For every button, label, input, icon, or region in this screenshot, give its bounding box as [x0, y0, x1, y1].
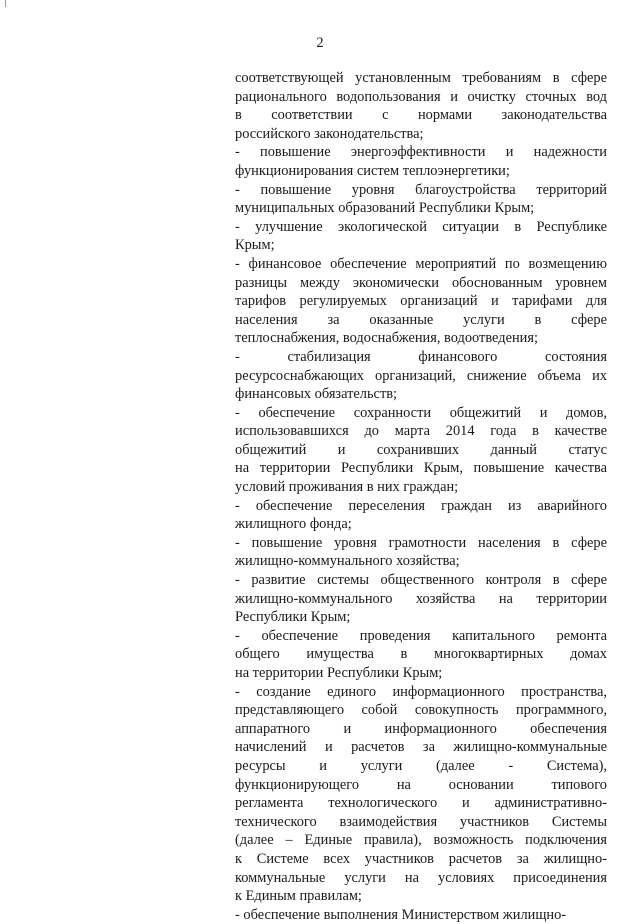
text-line: - развитие системы общественного контроля в сфере: [235, 572, 607, 589]
list-item: [235, 404, 607, 497]
list-item: [235, 348, 607, 404]
text-line: использовавшихся до марта 2014 года в качестве: [235, 423, 607, 440]
text-line: ресурсоснабжающих организаций, снижение объема их: [235, 367, 607, 384]
text-line: к Единым правилам;: [235, 888, 362, 905]
list-item: [235, 255, 607, 348]
text-line: российского законодательства;: [235, 125, 424, 142]
text-line: к Системе всех участников расчетов за жилищно-: [235, 850, 607, 867]
list-item: [235, 571, 607, 627]
text-line: - обеспечение сохранности общежитий и домов,: [235, 404, 607, 421]
text-line: населения за оказанные услуги в сфере: [235, 311, 607, 328]
text-line: жилищного фонда;: [235, 516, 352, 533]
text-line: муниципальных образований Республики Крым;: [235, 200, 535, 217]
text-line: представляющего собой совокупность программного,: [235, 702, 607, 719]
text-line: общежитий и сохранивших данный статус: [235, 441, 607, 458]
text-line: - создание единого информационного пространства,: [235, 683, 607, 700]
continuation-paragraph: [235, 69, 607, 143]
text-line: рационального водопользования и очистку сточных вод: [235, 88, 607, 105]
text-line: - обеспечение переселения граждан из аварийного: [235, 497, 607, 514]
text-line: аппаратного и информационного обеспечения: [235, 720, 607, 737]
list-item: [235, 906, 607, 924]
text-line: в соответствии с нормами законодательства: [235, 107, 607, 124]
page-number: 2: [316, 35, 324, 51]
text-line: финансовых обязательств;: [235, 386, 398, 403]
text-line: - финансовое обеспечение мероприятий по возмещению: [235, 255, 607, 272]
text-line: условий проживания в них граждан;: [235, 479, 459, 496]
list-item: [235, 181, 607, 218]
text-line: (далее – Единые правила), возможность подключения: [235, 832, 607, 849]
text-line: - обеспечение выполнения Министерством жилищно-: [235, 906, 567, 923]
list-item: [235, 143, 607, 180]
text-line: разницы между экономически обоснованным уровнем: [235, 274, 607, 291]
text-line: жилищно-коммунального хозяйства;: [235, 553, 460, 570]
text-line: теплоснабжения, водоснабжения, водоотведения;: [235, 330, 538, 347]
list-item: [235, 683, 607, 906]
text-line: - стабилизация финансового состояния: [235, 348, 607, 365]
text-line: функционирования систем теплоэнергетики;: [235, 162, 510, 179]
list-item: [235, 218, 607, 255]
text-line: регламента технологического и административно-: [235, 795, 607, 812]
list-item: [235, 627, 607, 683]
document-body: [235, 69, 607, 924]
text-line: ресурсы и услуги (далее - Система),: [235, 757, 607, 774]
text-line: функционирующего на основании типового: [235, 776, 607, 793]
text-line: общего имущества в многоквартирных домах: [235, 646, 607, 663]
text-line: соответствующей установленным требованиям в сфере: [235, 70, 607, 86]
text-line: - повышение уровня благоустройства территорий: [235, 181, 607, 198]
text-line: - обеспечение проведения капитального ремонта: [235, 627, 607, 644]
text-line: тарифов регулируемых организаций и тарифами для: [235, 293, 607, 310]
text-line: начислений и расчетов за жилищно-коммунальные: [235, 739, 607, 756]
scan-mark: [5, 0, 6, 7]
text-line: Крым;: [235, 237, 275, 254]
text-line: технического взаимодействия участников Системы: [235, 813, 607, 830]
text-line: жилищно-коммунального хозяйства на территории: [235, 590, 607, 607]
text-line: - повышение уровня грамотности населения в сфере: [235, 534, 607, 551]
text-line: на территории Республики Крым, повышение качества: [235, 460, 607, 477]
text-line: - улучшение экологической ситуации в Республике: [235, 218, 607, 235]
text-line: - повышение энергоэффективности и надежности: [235, 144, 607, 161]
text-line: на территории Республики Крым;: [235, 665, 443, 681]
text-line: коммунальные услуги на условиях присоединения: [235, 869, 607, 886]
list-item: [235, 497, 607, 534]
list-item: [235, 534, 607, 571]
text-line: Республики Крым;: [235, 609, 351, 626]
